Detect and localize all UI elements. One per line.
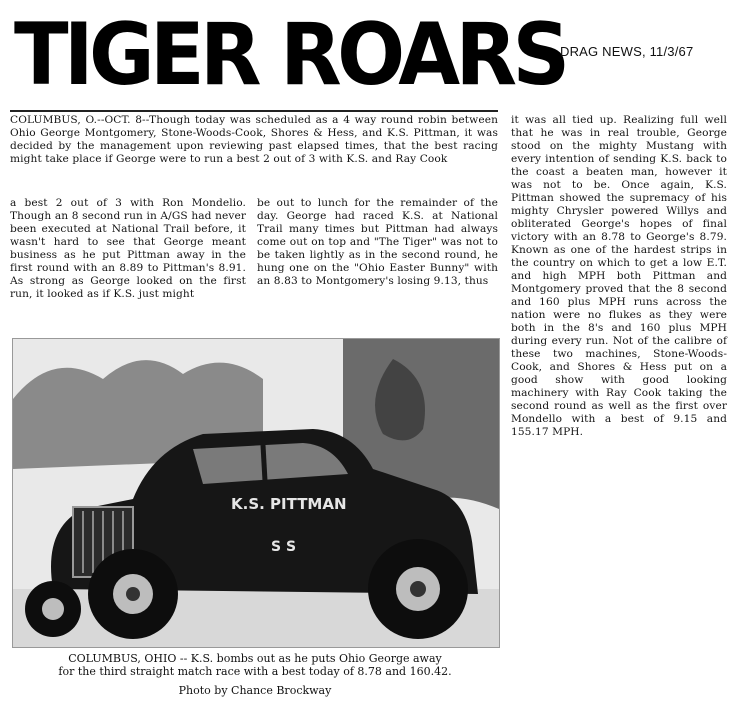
article-column-2 <box>257 197 498 288</box>
photo-credit: Photo by Chance Brockway <box>178 684 332 697</box>
race-car-photo <box>12 338 500 648</box>
article-column-3 <box>511 114 727 439</box>
article-column-2-text: be out to lunch for the remainder of the day. George had raced K.S. at National Trail many times but Pittman had always come out on top and "The Tiger" was not to be taken lightly as in the second round, he hung one on the "Ohio Easter Bunny" with an 8.83 to Montgomery's losing 9.13, thus <box>257 197 498 287</box>
headline: TIGER ROARS <box>14 5 566 105</box>
race-car-illustration <box>13 339 499 647</box>
car-door-lettering: K.S. PITTMAN <box>231 495 347 513</box>
caption-line-2: for the third straight match race with a best today of 8.78 and 160.42. <box>58 665 452 678</box>
top-rule <box>10 110 498 112</box>
article-column-1 <box>10 197 246 301</box>
dateline: DRAG NEWS, 11/3/67 <box>560 44 694 59</box>
article-column-3-text: it was all tied up. Realizing full well that he was in real trouble, George stood on the mighty Mustang with every intention of sending K.S. back to the coast a beaten man, however it was not to be. Once again, K.S. Pittman showed the supremacy of his mighty Chrysler powered Willys and obliterated George's hopes of final victory with an 8.78 to George's 8.79. Known as one of the hardest strips in the country on which to get a low E.T. and high MPH both Pittman and Montgomery proved that the 8 second and 160 plus MPH runs across the nation were no flukes as they were both in the 8's and 160 plus MPH during every run. Not of the calibre of these two machines, Stone-Woods-Cook, and Shores & Hess put on a good show with good looking machinery with Ray Cook taking the second round as well as the first over Mondello with a best of 9.15 and 155.17 MPH. <box>511 114 727 438</box>
car-door-badge: S S <box>271 539 297 555</box>
photo-caption <box>12 652 498 678</box>
article-column-1-text: a best 2 out of 3 with Ron Mondelio. Though an 8 second run in A/GS had never been executed at National Trail before, it wasn't hard to see that George meant business as he put Pittman away in the first round with an 8.89 to Pittman's 8.91. As strong as George looked on the first run, it looked as if K.S. just might <box>10 197 246 300</box>
caption-line-1: COLUMBUS, OHIO -- K.S. bombs out as he puts Ohio George away <box>68 652 442 665</box>
article-lead-text: COLUMBUS, O.--OCT. 8--Though today was scheduled as a 4 way round robin between Ohio George Montgomery, Stone-Woods-Cook, Shores & Hess, and K.S. Pittman, it was decided by the management upon reviewing past elapsed times, that the best racing might take place if George were to run a best 2 out of 3 with K.S. and Ray Cook <box>10 114 498 165</box>
article-lead <box>10 114 498 166</box>
